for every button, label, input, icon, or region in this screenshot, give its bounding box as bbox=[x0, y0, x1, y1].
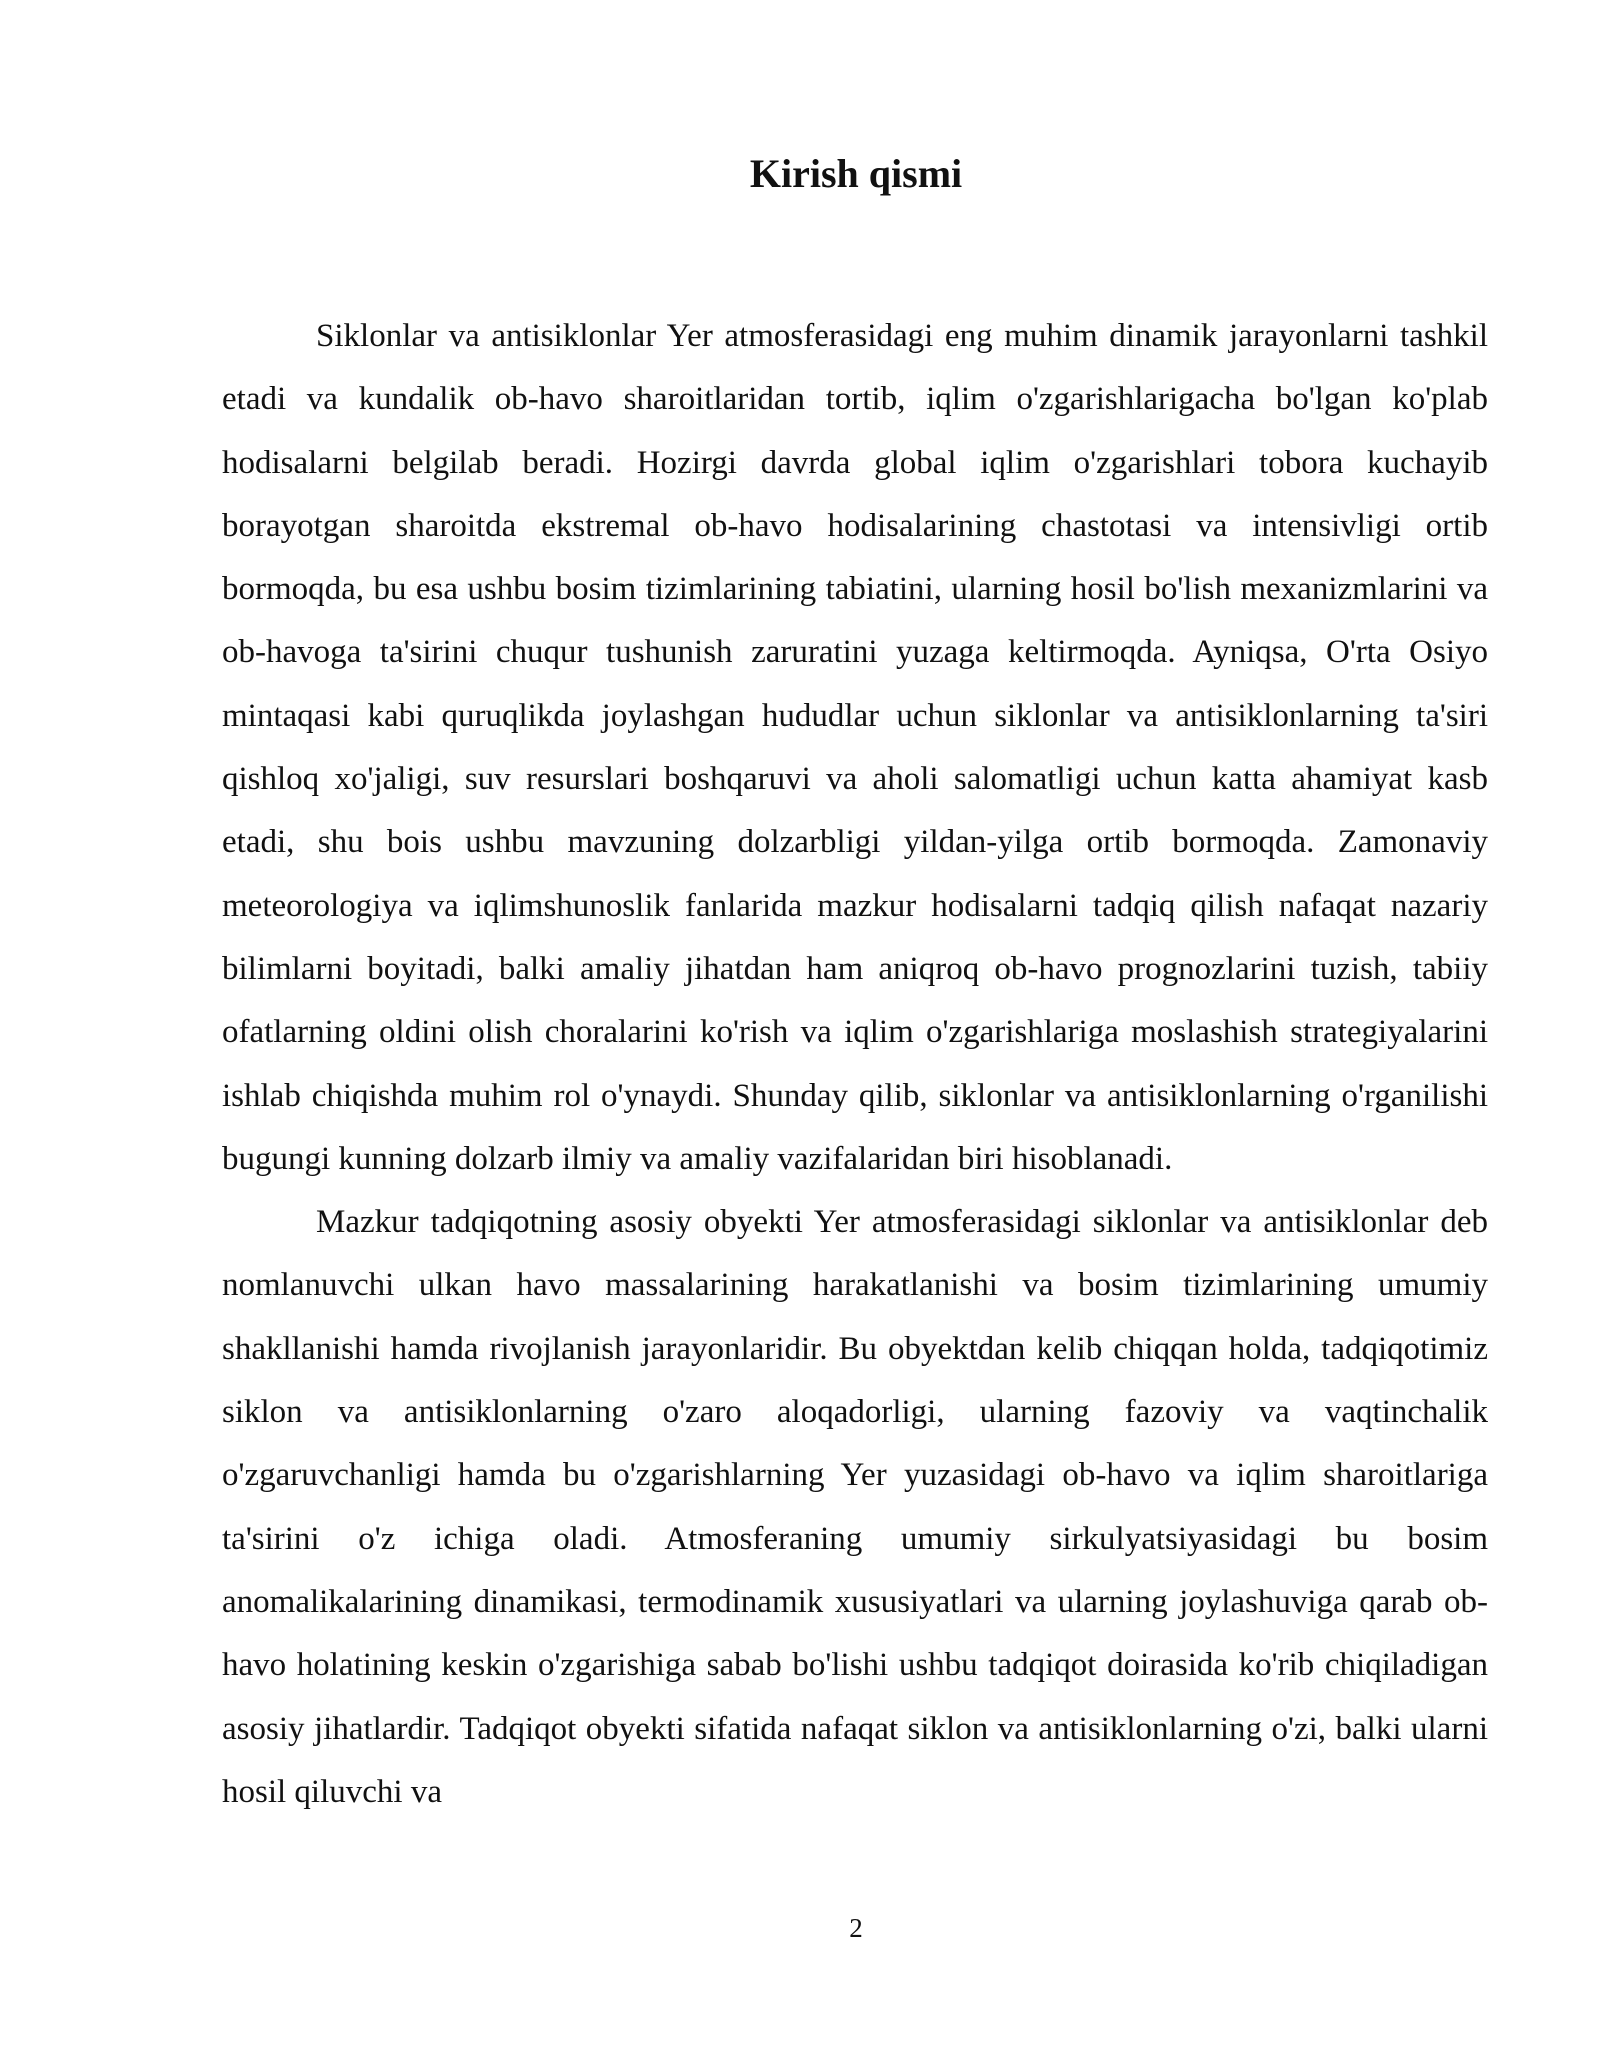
page-title: Kirish qismi bbox=[749, 151, 963, 196]
document-body bbox=[222, 305, 1488, 1824]
paragraph-1: Siklonlar va antisiklonlar Yer atmosferasidagi eng muhim dinamik jarayonlarni tashkil etadi va kundalik ob-havo sharoitlaridan tortib, iqlim o'zgarishlarigacha bo'lgan ko'plab hodisalarni belgilab beradi. Hozirgi davrda global iqlim o'zgarishlari tobora kuchayib borayotgan sharoitda ekstremal ob-havo hodisalarining chastotasi va intensivligi ortib bormoqda, bu esa ushbu bosim tizimlarining tabiatini, ularning hosil bo'lish mexanizmlarini va ob-havoga ta'sirini chuqur tushunish zaruratini yuzaga keltirmoqda. Ayniqsa, O'rta Osiyo mintaqasi kabi quruqlikda joylashgan hududlar uchun siklonlar va antisiklonlarning ta'siri qishloq xo'jaligi, suv resurslari boshqaruvi va aholi salomatligi uchun katta ahamiyat kasb etadi, shu bois ushbu mavzuning dolzarbligi yildan-yilga ortib bormoqda. Zamonaviy meteorologiya va iqlimshunoslik fanlarida mazkur hodisalarni tadqiq qilish nafaqat nazariy bilimlarni boyitadi, balki amaliy jihatdan ham aniqroq ob-havo prognozlarini tuzish, tabiiy ofatlarning oldini olish choralarini ko'rish va iqlim o'zgarishlariga moslashish strategiyalarini ishlab chiqishda muhim rol o'ynaydi. Shunday qilib, siklonlar va antisiklonlarning o'rganilishi bugungi kunning dolzarb ilmiy va amaliy vazifalaridan biri hisoblanadi. bbox=[222, 318, 1488, 1177]
paragraph-2: Mazkur tadqiqotning asosiy obyekti Yer atmosferasidagi siklonlar va antisiklonlar deb nomlanuvchi ulkan havo massalarining harakatlanishi va bosim tizimlarining umumiy shakllanishi hamda rivojlanish jarayonlaridir. Bu obyektdan kelib chiqqan holda, tadqiqotimiz siklon va antisiklonlarning o'zaro aloqadorligi, ularning fazoviy va vaqtinchalik o'zgaruvchanligi hamda bu o'zgarishlarning Yer yuzasidagi ob-havo va iqlim sharoitlariga ta'sirini o'z ichiga oladi. Atmosferaning umumiy sirkulyatsiyasidagi bu bosim anomalikalarining dinamikasi, termodinamik xususiyatlari va ularning joylashuviga qarab ob-havo holatining keskin o'zgarishiga sabab bo'lishi ushbu tadqiqot doirasida ko'rib chiqiladigan asosiy jihatlardir. Tadqiqot obyekti sifatida nafaqat siklon va antisiklonlarning o'zi, balki ularni hosil qiluvchi va bbox=[222, 1204, 1488, 1810]
page-number: 2 bbox=[849, 1913, 863, 1943]
